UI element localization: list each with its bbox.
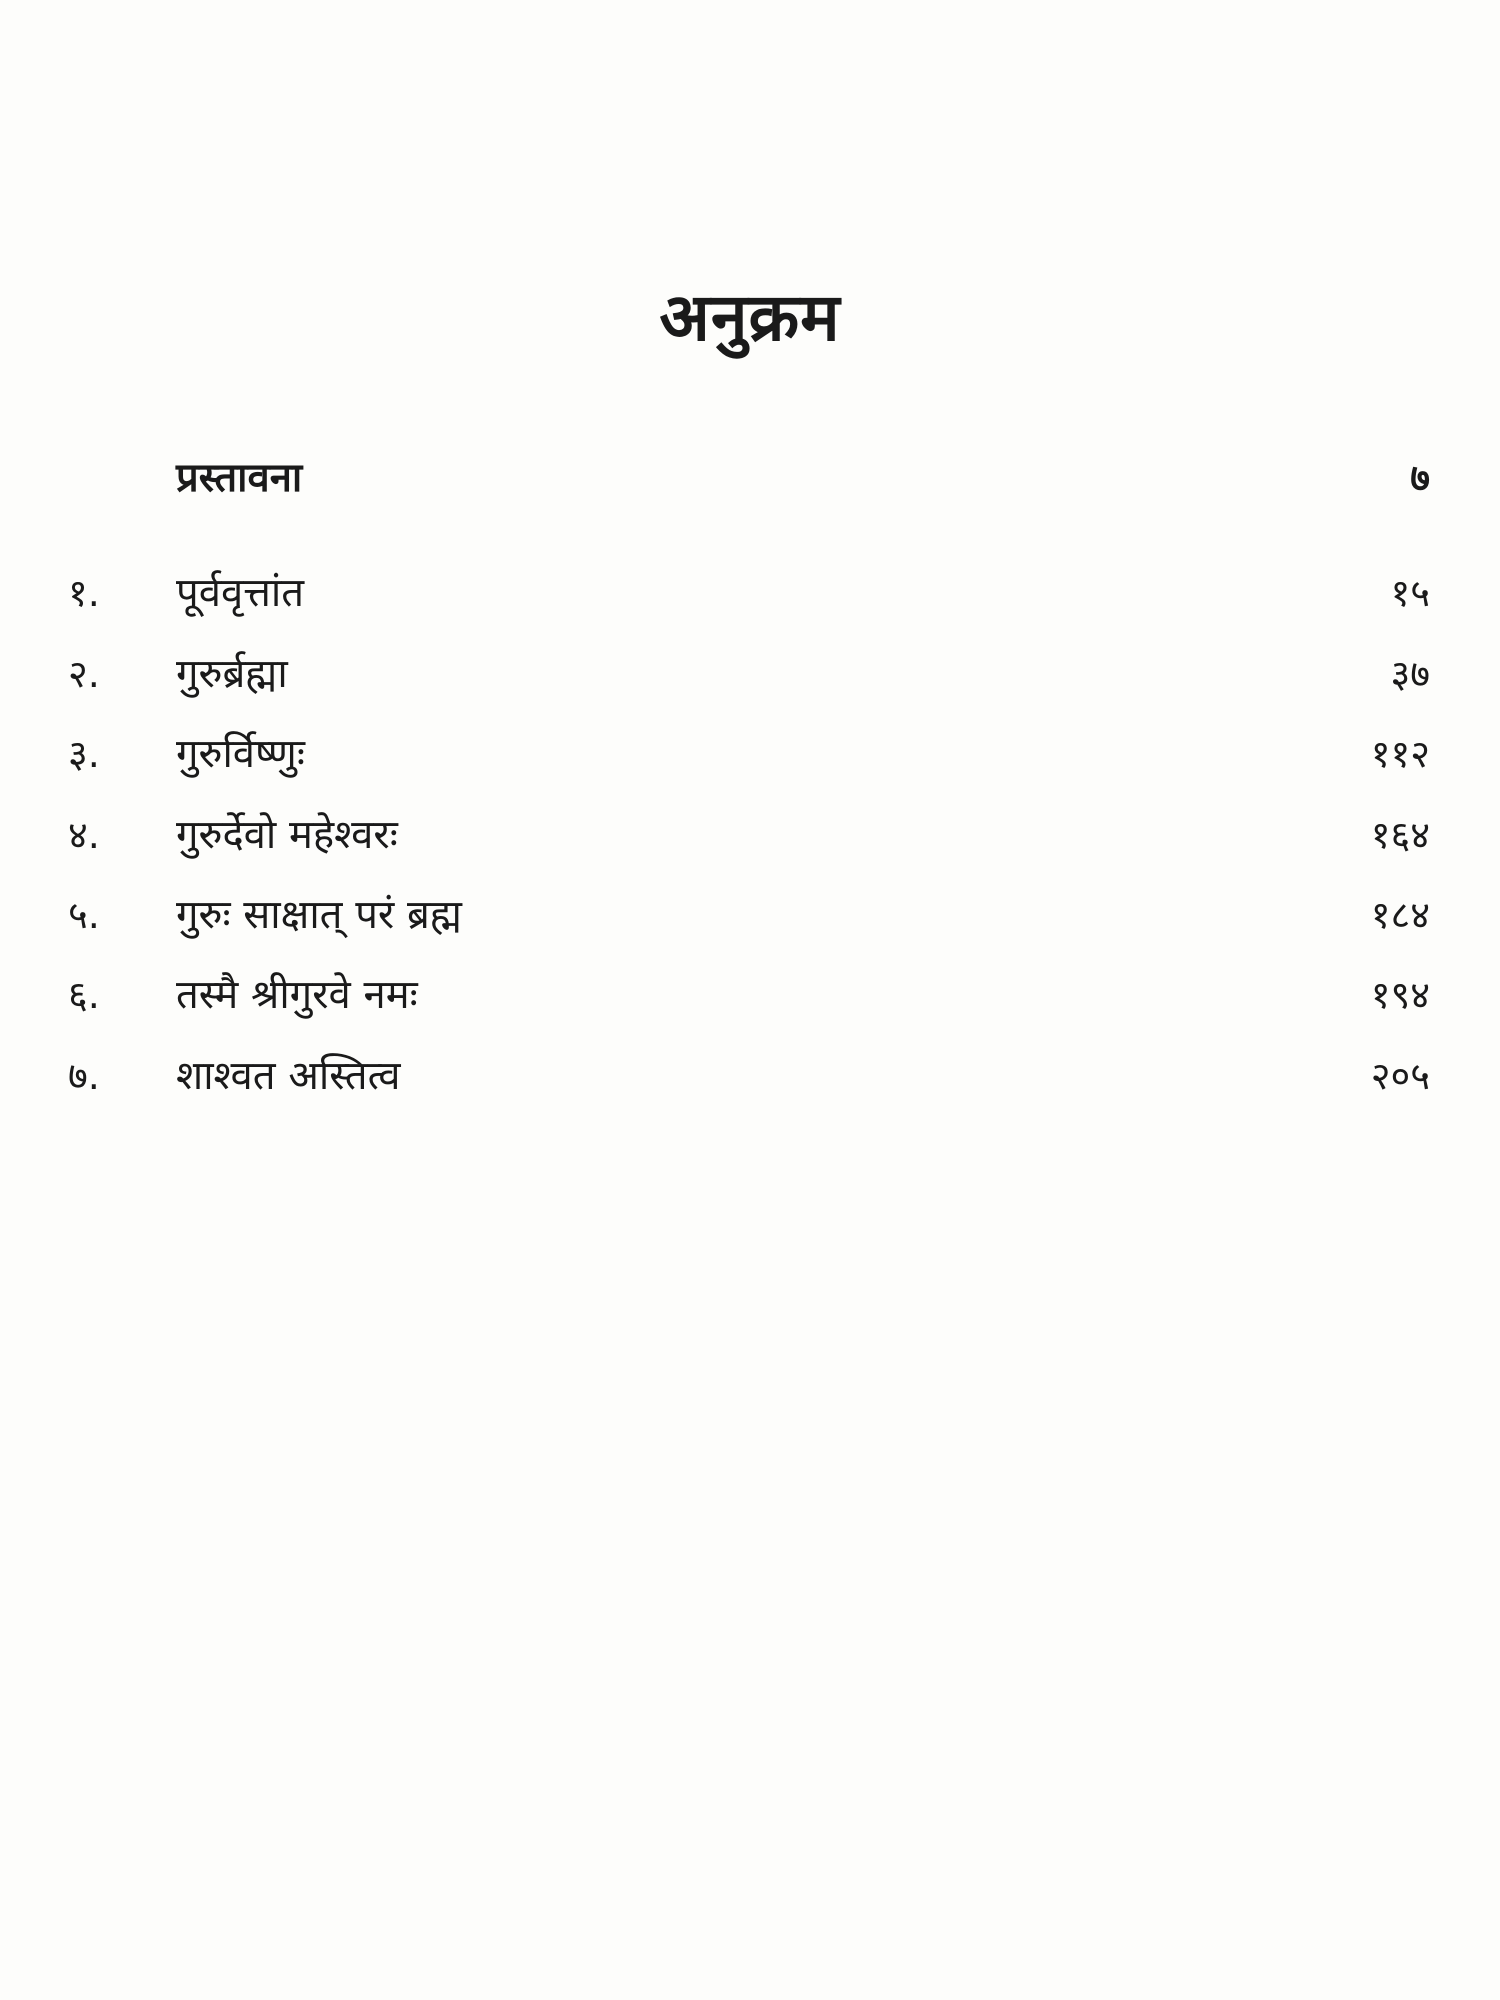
toc-entry-number: ६.	[68, 973, 100, 1017]
toc-entry-page: ३७	[1390, 652, 1430, 696]
toc-entry-number: ३.	[68, 732, 100, 776]
toc-entry-page: १९४	[1370, 973, 1430, 1017]
toc-entry	[0, 724, 1500, 784]
toc-entry	[0, 563, 1500, 623]
toc-entry-title: गुरुर्देवो महेश्वरः	[176, 812, 398, 858]
toc-entry-page: ११२	[1370, 732, 1430, 776]
toc-entry-title: गुरुर्ब्रह्मा	[176, 651, 288, 697]
toc-entry-number: २.	[68, 652, 100, 696]
toc-entry-title: शाश्वत अस्तित्व	[176, 1053, 401, 1099]
toc-entry-title: गुरुर्विष्णुः	[176, 731, 305, 777]
toc-entry-page: १६४	[1370, 813, 1430, 857]
toc-entry	[0, 965, 1500, 1025]
toc-entry-title: गुरुः साक्षात् परं ब्रह्म	[176, 892, 462, 938]
toc-entry-preface	[0, 448, 1500, 508]
toc-entry-page: १५	[1390, 571, 1430, 615]
toc-entry	[0, 644, 1500, 704]
toc-entry-title: प्रस्तावना	[176, 455, 303, 501]
toc-entry	[0, 885, 1500, 945]
toc-entry-number: १.	[68, 571, 100, 615]
toc-entry	[0, 1046, 1500, 1106]
toc-entry-title: तस्मै श्रीगुरवे नमः	[176, 972, 418, 1018]
toc-entry-number: ४.	[68, 813, 100, 857]
toc-entry-page: २०५	[1370, 1054, 1430, 1098]
toc-entry-number: ७.	[68, 1054, 100, 1098]
toc-entry-page: १८४	[1370, 893, 1430, 937]
toc-entry-page: ७	[1410, 456, 1430, 500]
page-title: अनुक्रम	[659, 279, 841, 356]
toc-entry	[0, 805, 1500, 865]
toc-entry-title: पूर्ववृत्तांत	[176, 570, 304, 616]
toc-entry-number: ५.	[68, 893, 100, 937]
